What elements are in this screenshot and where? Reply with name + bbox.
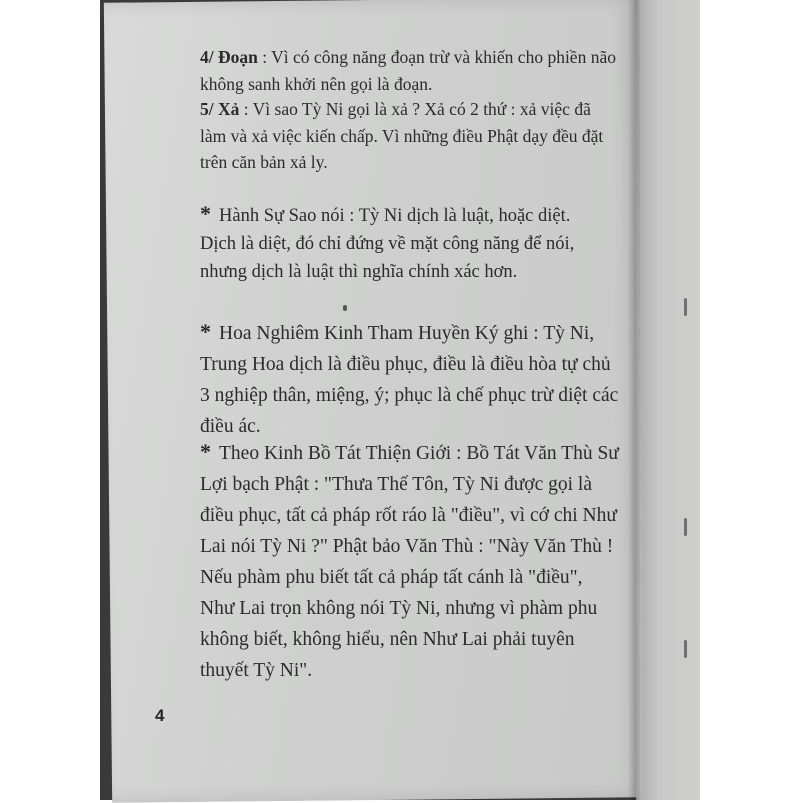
ink-speck	[343, 305, 347, 311]
binding-stitch	[684, 640, 687, 658]
quote-text: Theo Kinh Bồ Tát Thiện Giới : Bồ Tát Văn Thù Sư Lợi bạch Phật : "Thưa Thế Tôn, Tỳ Ni được gọi là điều phục, tất cả pháp rốt ráo là "điều", vì cớ chi Như Lai nói Tỳ Ni ?" Phật bảo Văn Thù : "Này Văn Thù ! Nếu phàm phu biết tất cả pháp tất cánh là "điều", Như Lai trọn không nói Tỳ Ni, nhưng vì phàm phu không biết, không hiểu, nên Như Lai phải tuyên thuyết Tỳ Ni".	[200, 443, 619, 681]
binding-stitch	[684, 518, 687, 536]
book-gutter	[628, 0, 640, 800]
entry-label: 5/ Xả	[200, 99, 240, 119]
facing-page-edge	[636, 0, 700, 800]
entry-label: 4/ Đoạn	[200, 47, 258, 67]
entry-doan	[170, 44, 620, 97]
entry-xa	[170, 96, 620, 176]
asterisk-bullet: *	[200, 319, 211, 344]
quote-kinh-bo-tat	[170, 436, 620, 686]
entry-text: : Vì sao Tỳ Ni gọi là xả ? Xả có 2 thứ : xả việc đã làm và xả việc kiến chấp. Vì những điều Phật dạy đều đặt trên căn bản xả ly.	[200, 99, 604, 172]
asterisk-bullet: *	[200, 439, 211, 464]
quote-text: Hoa Nghiêm Kinh Tham Huyền Ký ghi : Tỳ Ni, Trung Hoa dịch là điều phục, điều là điều hòa tự chủ 3 nghiệp thân, miệng, ý; phục là chế phục trừ diệt các điều ác.	[200, 323, 619, 437]
entry-text: : Vì có công năng đoạn trừ và khiến cho phiền não không sanh khởi nên gọi là đoạn.	[200, 47, 616, 94]
quote-hoa-nghiem	[170, 316, 620, 442]
page-number: 4	[155, 706, 165, 725]
asterisk-bullet: *	[200, 201, 211, 226]
quote-hanh-su-sao	[170, 200, 610, 286]
quote-text: Hành Sự Sao nói : Tỳ Ni dịch là luật, hoặc diệt. Dịch là diệt, đó chỉ đứng về mặt công năng để nói, nhưng dịch là luật thì nghĩa chính xác hơn.	[200, 206, 575, 282]
binding-stitch	[684, 298, 687, 316]
